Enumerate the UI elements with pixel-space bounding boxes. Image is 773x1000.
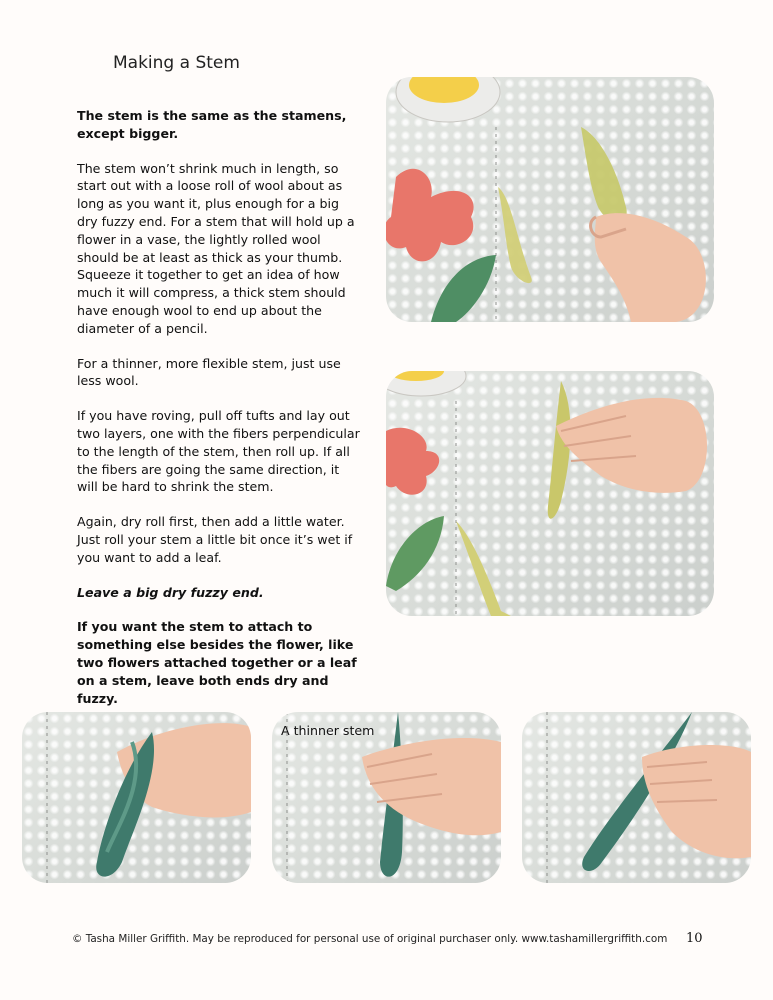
page-number: 10 bbox=[686, 931, 703, 946]
photo-5-drawing bbox=[522, 712, 751, 883]
photo-thinner-stem bbox=[272, 712, 501, 883]
intro-paragraph: The stem is the same as the stamens, except bigger. bbox=[77, 108, 347, 141]
photo-teal-wool-tuft bbox=[22, 712, 251, 883]
paragraph-dry-roll: Again, dry roll first, then add a little water. Just roll your stem a little bit once it’s wet if you want to add a leaf. bbox=[77, 514, 353, 565]
photo-loose-wool-roll bbox=[386, 77, 714, 322]
paragraph-stem-length: The stem won’t shrink much in length, so start out with a loose roll of wool about as long as you want it, plus enough for a big dry fuzzy end. For a stem that will hold up a flower in a vase, the lightly rolled wool should be at least as thick as your thumb. Squeeze it together to get an idea of how much it will compress, a thick stem should have enough wool to end up about the diameter of a pencil. bbox=[77, 160, 355, 336]
paragraph-roving: If you have roving, pull off tufts and lay out two layers, one with the fibers perpendicular to the length of the stem, then roll up. If all the fibers are going the same direction, it will be hard to shrink the stem. bbox=[77, 408, 360, 495]
photo-2-drawing bbox=[386, 371, 714, 616]
photo-rolled-thin-stem bbox=[522, 712, 751, 883]
paragraph-fuzzy-end: Leave a big dry fuzzy end. bbox=[77, 584, 264, 600]
instructions-column bbox=[77, 107, 362, 724]
photo-rolling-stem bbox=[386, 371, 714, 616]
footer-copyright: © Tasha Miller Griffith. May be reproduced for personal use of original purchaser only. www.tashamillergriffith.com bbox=[72, 933, 668, 945]
photo-caption: A thinner stem bbox=[281, 723, 375, 738]
paragraph-attach-stem: If you want the stem to attach to something else besides the flower, like two flowers attached together or a leaf on a stem, leave both ends dry and fuzzy. bbox=[77, 619, 357, 706]
photo-1-drawing bbox=[386, 77, 714, 322]
paragraph-thinner-stem: For a thinner, more flexible stem, just use less wool. bbox=[77, 355, 341, 389]
photo-3-drawing bbox=[22, 712, 251, 883]
page-title: Making a Stem bbox=[113, 53, 240, 73]
